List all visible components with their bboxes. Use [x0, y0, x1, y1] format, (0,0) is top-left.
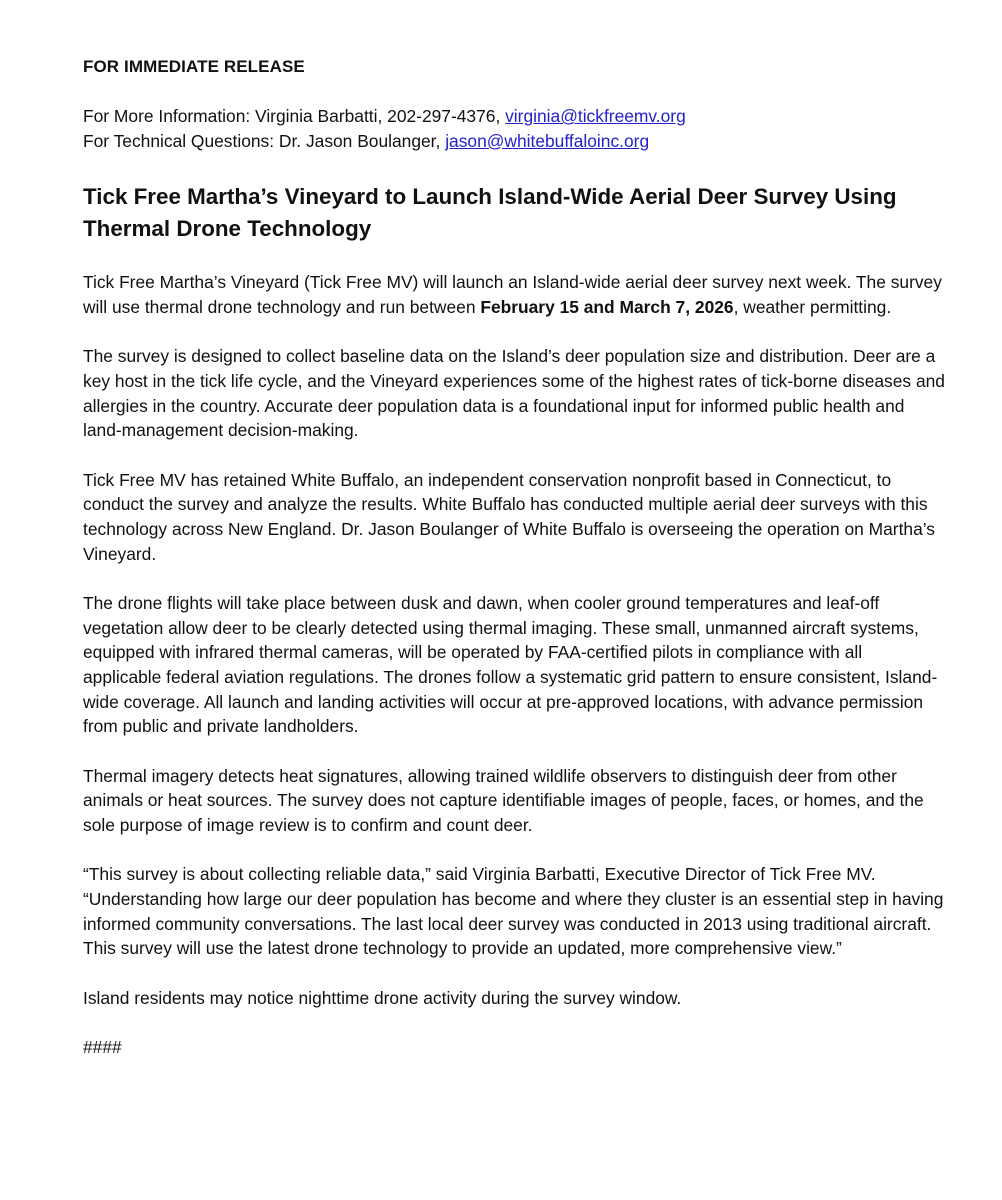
contact-info-line: [83, 104, 945, 129]
paragraph-7: Island residents may notice nighttime drone activity during the survey window.: [83, 987, 682, 1008]
survey-dates: February 15 and March 7, 2026: [480, 296, 734, 317]
end-mark: ####: [83, 1037, 122, 1058]
paragraph-4: The drone flights will take place between dusk and dawn, when cooler ground temperatures and leaf-off vegetation allow deer to be clearly detected using thermal imaging. These small, unmanned aircraft systems, equipped with infrared thermal cameras, will be operated by FAA-certified pilots in compliance with all applicable federal aviation regulations. The drones follow a systematic grid pattern to ensure consistent, Island-wide coverage. All launch and landing activities will occur at pre-approved locations, with advance permission from public and private landholders.: [83, 593, 938, 737]
headline: Tick Free Martha’s Vineyard to Launch Island-Wide Aerial Deer Survey Using Thermal Drone Technology: [83, 184, 897, 242]
paragraph-3: Tick Free MV has retained White Buffalo, an independent conservation nonprofit based in Connecticut, to conduct the survey and analyze the results. White Buffalo has conducted multiple aerial deer surveys with this technology across New England. Dr. Jason Boulanger of White Buffalo is overseeing the operation on Martha’s Vineyard.: [83, 469, 935, 564]
paragraph-1: [83, 270, 945, 319]
paragraph-5: Thermal imagery detects heat signatures, allowing trained wildlife observers to distinguish deer from other animals or heat sources. The survey does not capture identifiable images of people, faces, or homes, and the sole purpose of image review is to confirm and count deer.: [83, 765, 924, 835]
contact-block: [83, 104, 945, 153]
paragraph-1-end: , weather permitting.: [733, 296, 892, 317]
contact-info-text: For More Information: Virginia Barbatti, 202-297-4376,: [83, 106, 506, 126]
paragraph-2: The survey is designed to collect baseline data on the Island’s deer population size and distribution. Deer are a key host in the tick life cycle, and the Vineyard experiences some of the highest rates of tick-borne diseases and allergies in the country. Accurate deer population data is a foundational input for informed public health and land-management decision-making.: [83, 346, 945, 441]
contact-tech-text: For Technical Questions: Dr. Jason Boulanger,: [83, 130, 446, 151]
tech-email-link[interactable]: jason@whitebuffaloinc.org: [445, 130, 650, 151]
release-label: FOR IMMEDIATE RELEASE: [83, 57, 305, 76]
press-release-page: [83, 55, 945, 1060]
info-email-link[interactable]: virginia@tickfreemv.org: [505, 106, 686, 126]
release-body: [83, 270, 945, 1010]
contact-tech-line: [83, 129, 945, 154]
paragraph-6: “This survey is about collecting reliable data,” said Virginia Barbatti, Executive Director of Tick Free MV. “Understanding how large our deer population has become and where they cluster is an essential step in having informed community conversations. The last local deer survey was conducted in 2013 using traditional aircraft. This survey will use the latest drone technology to provide an updated, more comprehensive view.”: [83, 864, 944, 959]
paragraph-1-start: Tick Free Martha’s Vineyard (Tick Free MV) will launch an Island-wide aerial deer survey next week. The survey will use thermal drone technology and run between: [83, 272, 942, 317]
